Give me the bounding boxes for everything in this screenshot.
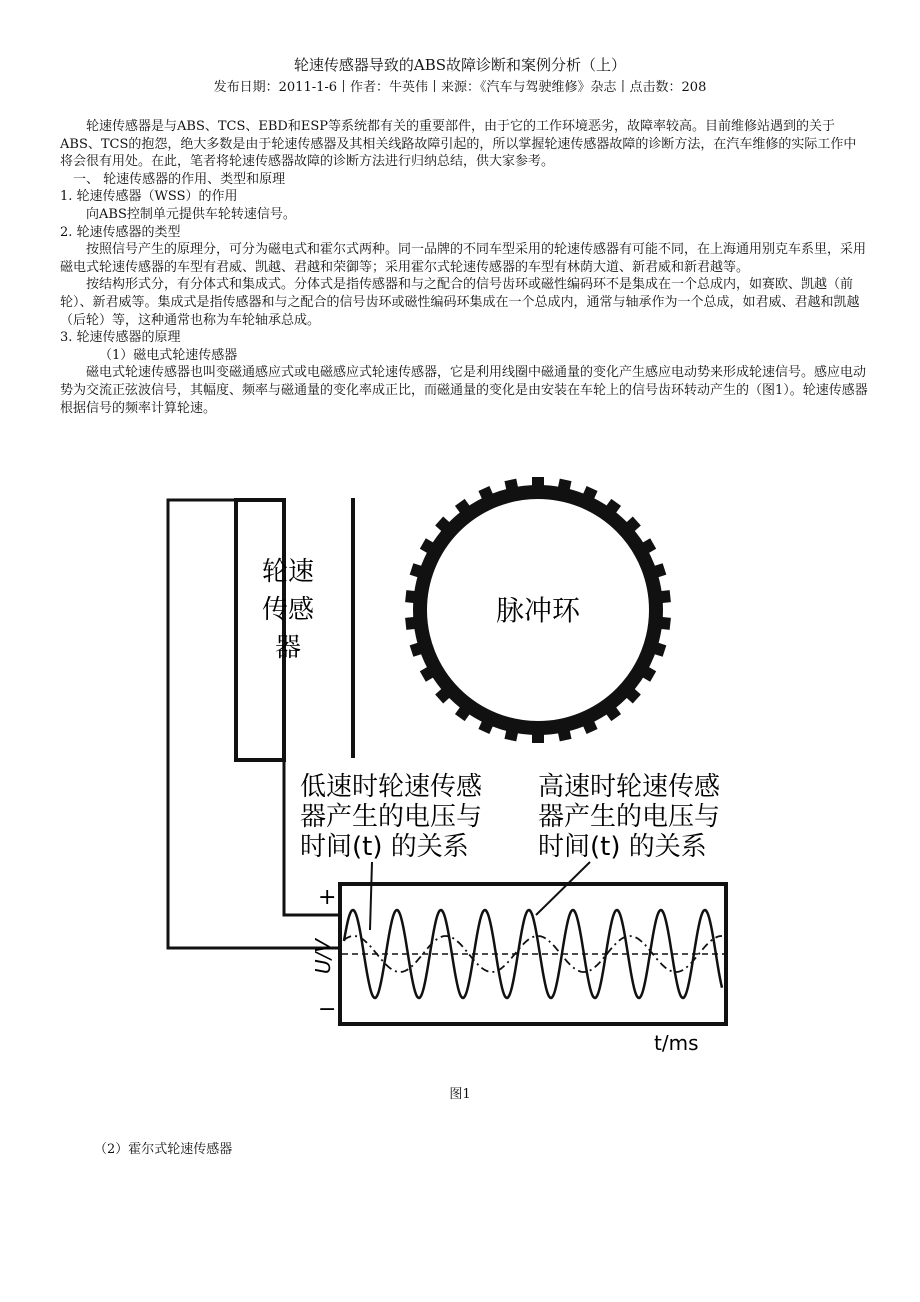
ring-tooth <box>532 731 544 743</box>
section-1-3-1-heading: （1）磁电式轮速传感器 <box>99 347 238 363</box>
ring-tooth <box>557 479 571 493</box>
high-speed-label-2: 器产生的电压与 <box>538 802 721 832</box>
section-1-2-paragraph-1: 按照信号产生的原理分，可分为磁电式和霍尔式两种。同一品牌的不同车型采用的轮速传感器有可能不同，在上海通用别克车系里，采用磁电式轮速传感器的车型有君威、凯越、君越和荣御等；采用霍尔式轮速传感器的车型有林荫大道、新君威和新君越等。 <box>60 242 867 275</box>
low-speed-label-1: 低速时轮速传感 <box>300 772 483 802</box>
ring-tooth <box>557 727 571 741</box>
section-1-3-1-paragraph: 磁电式轮速传感器也叫变磁通感应式或电磁感应式轮速传感器，它是利用线圈中磁通量的变化产生感应电动势来形成轮速信号。感应电动势为交流正弦波信号，其幅度、频率与磁通量的变化率成正比，而磁通量的变化是由安装在车轮上的信号齿环转动产生的（图1）。轮速传感器根据信号的频率计算轮速。 <box>60 365 868 416</box>
low-speed-pointer <box>370 862 372 930</box>
article-body <box>60 118 868 417</box>
sensor-label-line-1: 轮速 <box>261 557 315 587</box>
sensor-label-line-3: 器 <box>274 633 302 663</box>
sensor-label-line-2: 传感 <box>261 595 315 625</box>
section-1-2-paragraph-2: 按结构形式分，有分体式和集成式。分体式是指传感器和与之配合的信号齿环或磁性编码环不是集成在一个总成内，如赛欧、凯越（前轮）、新君威等。集成式是指传感器和与之配合的信号齿环或磁性编码环集成在一个总成内，通常与轴承作为一个总成，如君威、君越和凯越（后轮）等，这种通常也称为车轮轴承总成。 <box>60 277 860 328</box>
ring-tooth <box>658 617 671 630</box>
ring-tooth <box>405 617 418 630</box>
minus-sign: − <box>318 997 337 1022</box>
ring-label: 脉冲环 <box>495 594 581 627</box>
sensor-frame <box>236 500 284 760</box>
ring-tooth <box>504 727 518 741</box>
ring-tooth <box>504 479 518 493</box>
page-title: 轮速传感器导致的ABS故障诊断和案例分析（上） <box>293 56 627 74</box>
high-speed-label-1: 高速时轮速传感 <box>538 772 721 802</box>
section-1-2-heading: 2. 轮速传感器的类型 <box>60 224 181 240</box>
intro-paragraph: 轮速传感器是与ABS、TCS、EBD和ESP等系统都有关的重要部件，由于它的工作环境恶劣，故障率较高。目前维修站遇到的关于ABS、TCS的抱怨，绝大多数是由于轮速传感器及其相关线路故障引起的，所以掌握轮速传感器故障的诊断方法，在汽车维修的实际工作中将会很有用处。在此，笔者将轮速传感器故障的诊断方法进行归纳总结，供大家参考。 <box>60 119 857 170</box>
article-meta: 发布日期：2011-1-6丨作者：牛英伟丨来源：《汽车与驾驶维修》杂志丨点击数：208 <box>213 80 707 95</box>
section-1-heading: 一、 轮速传感器的作用、类型和原理 <box>73 171 286 187</box>
low-speed-label-3: 时间(t) 的关系 <box>300 832 469 862</box>
high-speed-pointer <box>536 862 590 915</box>
ring-tooth <box>658 590 671 603</box>
section-1-1-heading: 1. 轮速传感器（WSS）的作用 <box>60 189 238 205</box>
section-1-1-text: 向ABS控制单元提供车轮转速信号。 <box>86 206 296 222</box>
high-speed-label-3: 时间(t) 的关系 <box>538 832 707 862</box>
figure-1-diagram <box>160 460 760 1060</box>
section-1-3-2-heading: （2）霍尔式轮速传感器 <box>94 1142 233 1157</box>
figure-caption: 图1 <box>449 1087 471 1102</box>
ring-tooth <box>532 477 544 489</box>
x-axis-label: t/ms <box>654 1031 699 1055</box>
y-axis-label: U/V <box>311 938 335 974</box>
section-1-3-heading: 3. 轮速传感器的原理 <box>60 330 181 346</box>
low-speed-label-2: 器产生的电压与 <box>300 802 483 832</box>
ring-tooth <box>405 590 418 603</box>
plus-sign: + <box>318 885 337 910</box>
